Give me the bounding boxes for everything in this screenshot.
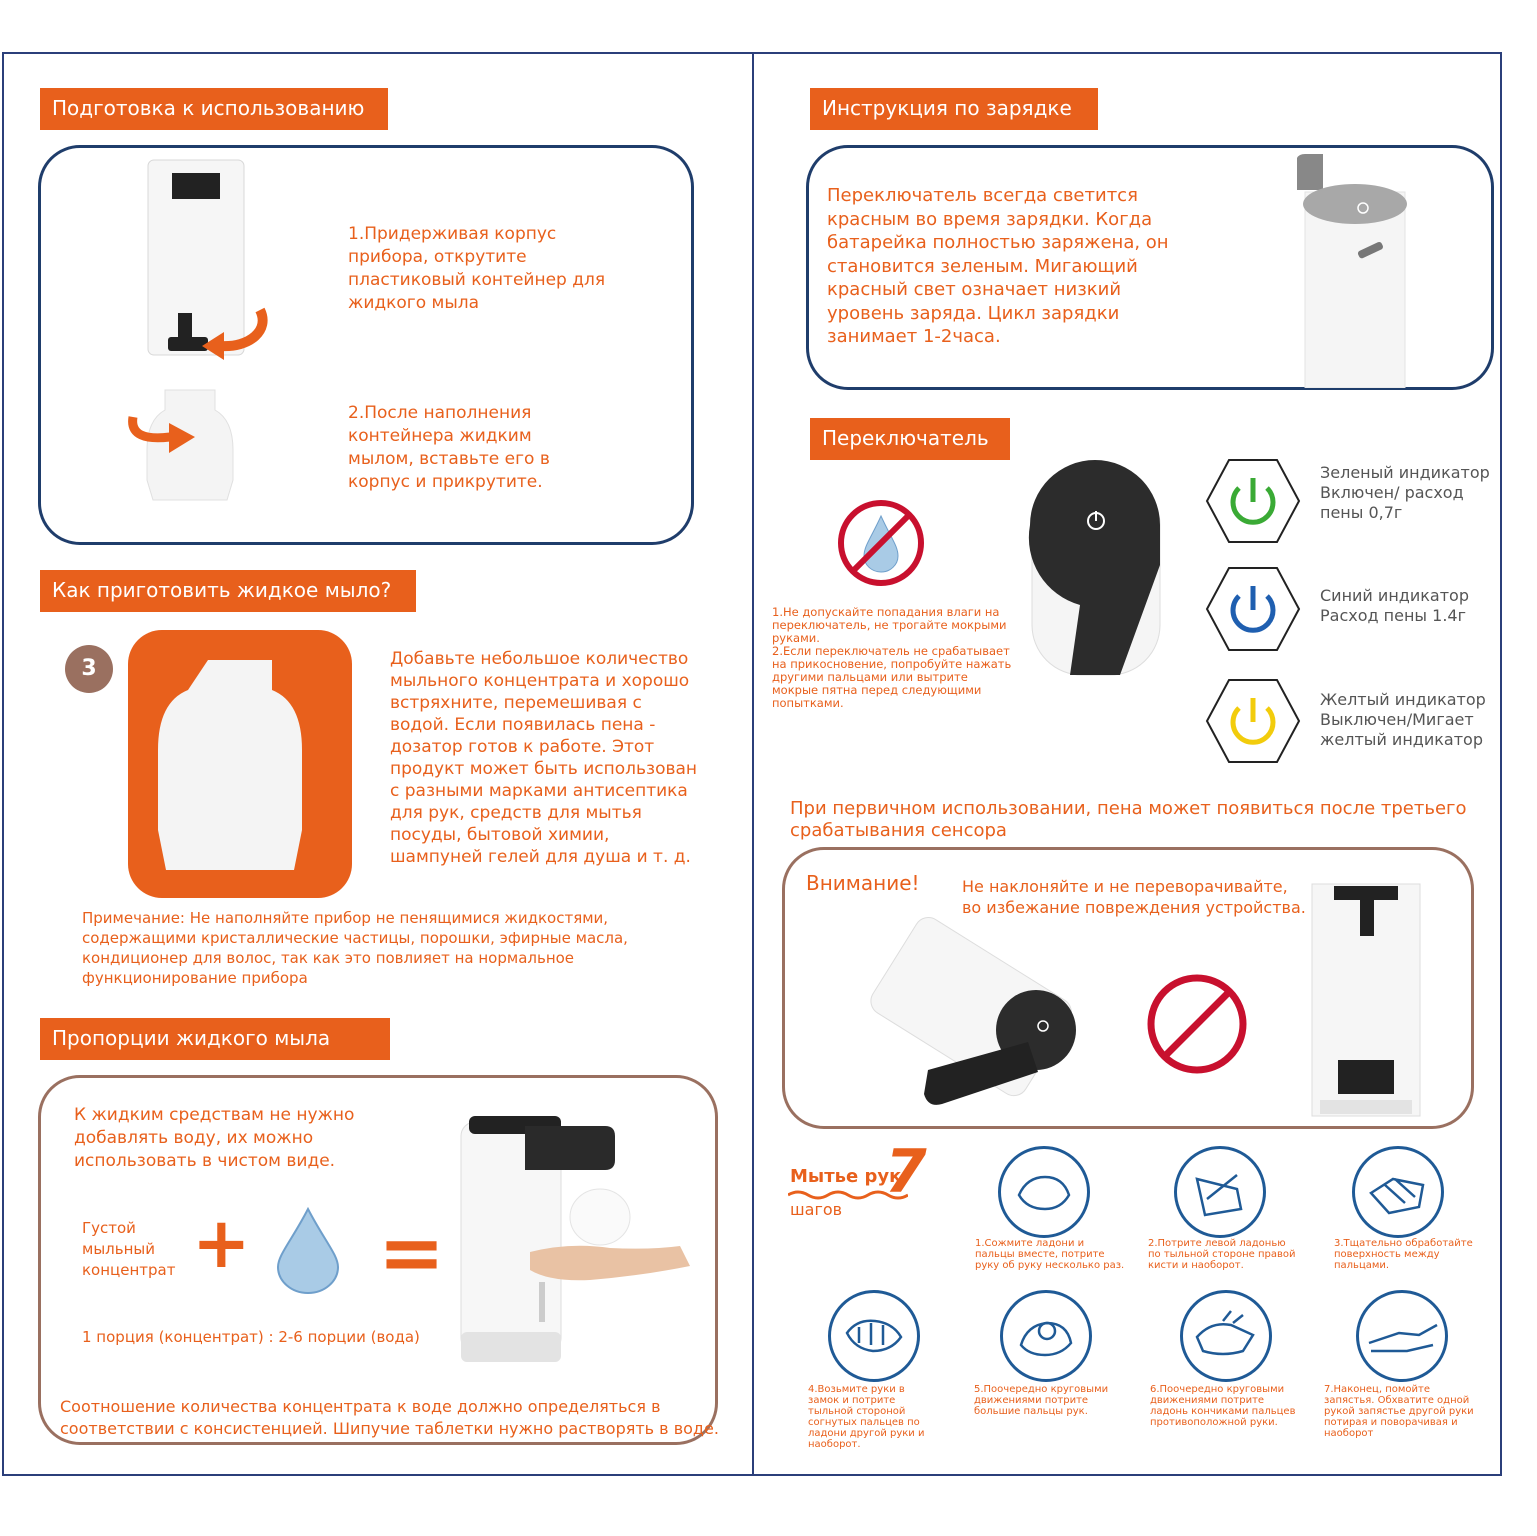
handwash-step-5-icon [1000, 1290, 1092, 1382]
ratio-text: 1 порция (концентрат) : 2-6 порции (вода) [82, 1328, 420, 1346]
handwash-title: Мытье рук. [790, 1166, 909, 1187]
indicator-yellow-text: Желтый индикатор Выключен/Мигает желтый индикатор [1320, 690, 1486, 749]
handwash-step-3-icon [1352, 1146, 1444, 1238]
how-note: Примечание: Не наполняйте прибор не пенящимися жидкостями, содержащими кристаллические частицы, порошки, эфирные масла, кондиционер для волос, так как это повлияет на нормальное функционирование прибора [82, 909, 628, 987]
dispenser-top-illustration [1285, 152, 1410, 388]
proportions-intro: К жидким средствам не нужно добавлять воду, их можно использовать в чистом виде. [74, 1105, 355, 1171]
wave-decoration [788, 1190, 908, 1200]
handwash-step-5: 5.Поочередно круговыми движениями потрите большие пальцы рук. [974, 1384, 1109, 1417]
prep-header: Подготовка к использованию [40, 88, 388, 130]
handwash-step-6-icon [1180, 1290, 1272, 1382]
handwash-step-6: 6.Поочередно круговыми движениями потрите ладонь кончиками пальцев противоположной руки. [1150, 1384, 1296, 1428]
attention-title: Внимание! [806, 871, 920, 895]
column-divider [752, 52, 754, 1476]
inverted-dispenser-illustration [1308, 882, 1423, 1118]
handwash-step-1: 1.Сожмите ладони и пальцы вместе, потрите руку об руку несколько раз. [975, 1238, 1125, 1271]
handwash-number: 7 [885, 1137, 927, 1207]
step-badge: 3 [65, 645, 113, 693]
charging-header: Инструкция по зарядке [810, 88, 1098, 130]
equals-sign: = [378, 1206, 446, 1299]
green-power-icon [1205, 458, 1301, 544]
how-text: Добавьте небольшое количество мыльного концентрата и хорошо встряхните, перемешивая с водой. Если появилась пена - дозатор готов к работе. Этот продукт может быть использован с разными марками антисептика для рук, средств для мытья посуды, бытовой химии, шампуней гелей для душа и т. д. [390, 649, 698, 867]
concentrate-label: Густой мыльный концентрат [82, 1219, 176, 1279]
tilted-dispenser-illustration [868, 900, 1088, 1115]
prep-step-1: 1.Придерживая корпус прибора, открутите пластиковый контейнер для жидкого мыла [348, 224, 606, 313]
handwash-step-7-icon [1356, 1290, 1448, 1382]
blue-power-icon [1205, 566, 1301, 652]
soap-container-photo [128, 630, 352, 898]
switch-warning: 1.Не допускайте попадания влаги на переключатель, не трогайте мокрыми руками. 2.Если переключатель не срабатывает на прикосновение, попробуйте нажать другими пальцами или вытрите мокрые пятна перед следующими попытками. [772, 605, 1012, 710]
water-drop-icon [272, 1205, 344, 1295]
dispenser-foam-illustration [455, 1112, 705, 1367]
proportions-header: Пропорции жидкого мыла [40, 1018, 390, 1060]
handwash-step-7: 7.Наконец, помойте запястья. Обхватите одной рукой запястье другой руки потирая и поворачивая и наоборот [1324, 1384, 1474, 1439]
switch-closeup-illustration [1020, 455, 1170, 695]
rotate-arrow-icon [200, 300, 270, 360]
handwash-step-2-icon [1174, 1146, 1266, 1238]
container-photo-panel [128, 630, 352, 898]
indicator-green-text: Зеленый индикатор Включен/ расход пены 0,7г [1320, 463, 1490, 522]
no-moisture-icon [836, 498, 926, 588]
charging-text: Переключатель всегда светится красным во время зарядки. Когда батарейка полностью заряжена, он становится зеленым. Мигающий красный свет означает низкий уровень заряда. Цикл зарядки занимает 1-2часа. [827, 185, 1169, 347]
handwash-subtitle: шагов [790, 1200, 843, 1219]
plus-sign: + [192, 1202, 251, 1284]
handwash-step-4: 4.Возьмите руки в замок и потрите тыльной стороной согнутых пальцев по ладони другой руки и наоборот. [808, 1384, 925, 1450]
proportions-footer: Соотношение количества концентрата к воде должно определяться в соответствии с консистенцией. Шипучие таблетки нужно растворять в воде. [60, 1397, 719, 1438]
handwash-step-2: 2.Потрите левой ладонью по тыльной стороне правой кисти и наоборот. [1148, 1238, 1296, 1271]
forbidden-icon [1145, 972, 1249, 1076]
handwash-step-1-icon [998, 1146, 1090, 1238]
how-header: Как приготовить жидкое мыло? [40, 570, 416, 612]
prep-step-2: 2.После наполнения контейнера жидким мылом, вставьте его в корпус и прикрутите. [348, 403, 550, 492]
indicator-blue-text: Синий индикатор Расход пены 1.4г [1320, 586, 1469, 625]
handwash-step-4-icon [828, 1290, 920, 1382]
first-use-note: При первичном использовании, пена может появиться после третьего срабатывания сенсора [790, 798, 1467, 841]
handwash-step-3: 3.Тщательно обработайте поверхность между пальцами. [1334, 1238, 1473, 1271]
switch-header: Переключатель [810, 418, 1010, 460]
attention-text: Не наклоняйте и не переворачивайте, во избежание повреждения устройства. [962, 877, 1306, 917]
yellow-power-icon [1205, 678, 1301, 764]
insert-arrow-icon [125, 405, 200, 455]
